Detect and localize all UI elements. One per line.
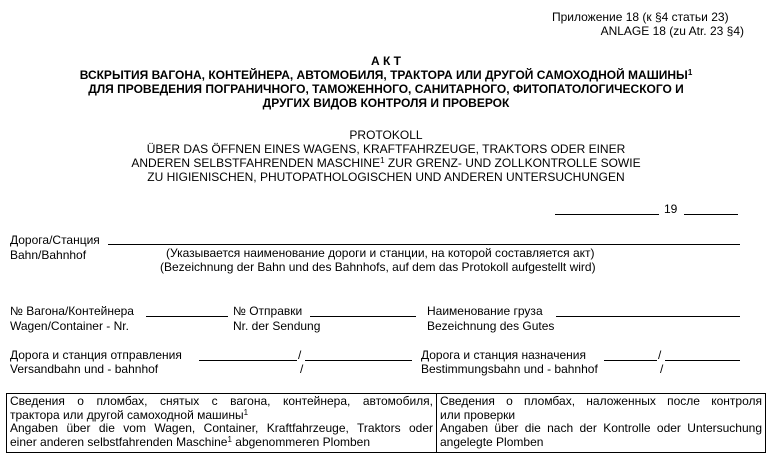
shipment-label-ru: № Отправки xyxy=(233,304,303,318)
footnote-mark: 1 xyxy=(243,407,249,417)
cargo-field[interactable] xyxy=(556,316,740,317)
wagon-label-de: Wagen/Container - Nr. xyxy=(10,319,129,333)
destination-slash-de: / xyxy=(660,362,664,376)
departure-station-field[interactable] xyxy=(305,360,412,361)
seals-applied-de-line2: angelegte Plomben xyxy=(440,434,544,449)
road-station-hint-ru: (Указывается наименование дороги и станции, на которой составляется акт) xyxy=(166,246,595,260)
road-station-hint-de: (Bezeichnung der Bahn und des Bahnhofs, auf dem das Protokoll aufgestellt wird) xyxy=(160,260,596,274)
road-station-field[interactable] xyxy=(108,244,740,245)
wagon-field[interactable] xyxy=(146,316,228,317)
seals-applied-ru-line1: Сведения о пломбах, наложенных после контроля xyxy=(440,394,762,408)
departure-slash-de: / xyxy=(300,362,304,376)
act-title-line1: ВСКРЫТИЯ ВАГОНА, КОНТЕЙНЕРА, АВТОМОБИЛЯ, ТРАКТОРА ИЛИ ДРУГОЙ САМОХОДНОЙ МАШИНЫ$^1$ xyxy=(79,68,693,82)
seals-removed-ru-line1: Сведения о пломбах, снятых с вагона, контейнера, автомобиля, xyxy=(10,394,433,408)
protocol-heading: PROTOKOLL xyxy=(349,128,423,142)
destination-station-field[interactable] xyxy=(665,360,740,361)
cargo-label-ru: Наименование груза xyxy=(427,304,543,318)
seals-removed-de-line2: einer anderen selbstfahrenden Maschine$^1$ abgenommeren Plomben xyxy=(10,434,371,449)
date-blank[interactable] xyxy=(555,214,659,215)
destination-road-field[interactable] xyxy=(604,360,657,361)
seals-applied-ru-line2: или проверки xyxy=(440,407,516,422)
seals-removed-de-line1: Angaben über die vom Wagen, Container, Kraftfahrzeuge, Traktors oder xyxy=(10,421,433,435)
departure-label-ru: Дорога и станция отправления xyxy=(10,348,182,362)
act-title-line3: ДРУГИХ ВИДОВ КОНТРОЛЯ И ПРОВЕРОК xyxy=(262,96,510,110)
protocol-title-line2: ANDEREN SELBSTFAHRENDEN MASCHINE$^1$ ZUR GRENZ- UND ZOLLKONTROLLE SOWIE xyxy=(131,156,641,170)
footnote-mark: 1 xyxy=(380,156,385,165)
seals-applied-cell[interactable] xyxy=(437,394,765,452)
act-heading: А К Т xyxy=(371,54,401,68)
seals-applied-de-line1: Angaben über die nach der Kontrolle oder Untersuchung xyxy=(440,421,762,435)
road-station-label-ru: Дорога/Станция xyxy=(10,233,100,247)
departure-road-field[interactable] xyxy=(199,360,297,361)
seals-table xyxy=(6,393,766,453)
wagon-label-ru: № Вагона/Контейнера xyxy=(10,304,134,318)
footnote-mark: 1 xyxy=(687,68,693,77)
protocol-title-line3: ZU HIGIENISCHEN, PHUTOPATHOLOGISCHEN UND ANDEREN UNTERSUCHUNGEN xyxy=(147,170,625,184)
year-blank[interactable] xyxy=(684,214,738,215)
shipment-field[interactable] xyxy=(310,316,416,317)
year-prefix: 19 xyxy=(664,202,678,216)
act-title-line2: ДЛЯ ПРОВЕДЕНИЯ ПОГРАНИЧНОГО, ТАМОЖЕННОГО, САНИТАРНОГО, ФИТОПАТОЛОГИЧЕСКОГО И xyxy=(88,82,684,96)
destination-slash: / xyxy=(658,348,662,362)
shipment-label-de: Nr. der Sendung xyxy=(233,319,321,333)
destination-label-de: Bestimmungsbahn und - bahnhof xyxy=(421,362,598,376)
footnote-mark: 1 xyxy=(227,434,232,444)
cargo-label-de: Bezeichnung des Gutes xyxy=(427,319,555,333)
appendix-line-de: ANLAGE 18 (zu Atr. 23 §4) xyxy=(600,24,744,38)
destination-label-ru: Дорога и станция назначения xyxy=(421,348,586,362)
appendix-line-ru: Приложение 18 (к §4 статьи 23) xyxy=(552,10,729,24)
seals-removed-ru-line2: трактора или другой самоходной машины$^1$ xyxy=(10,407,249,422)
seals-removed-cell[interactable] xyxy=(7,394,437,452)
departure-label-de: Versandbahn und - bahnhof xyxy=(10,362,159,376)
departure-slash: / xyxy=(298,348,302,362)
protocol-title-line1: ÜBER DAS ÖFFNEN EINES WAGENS, KRAFTFAHRZEUGE, TRAKTORS ODER EINER xyxy=(146,142,626,156)
road-station-label-de: Bahn/Bahnhof xyxy=(10,248,87,262)
